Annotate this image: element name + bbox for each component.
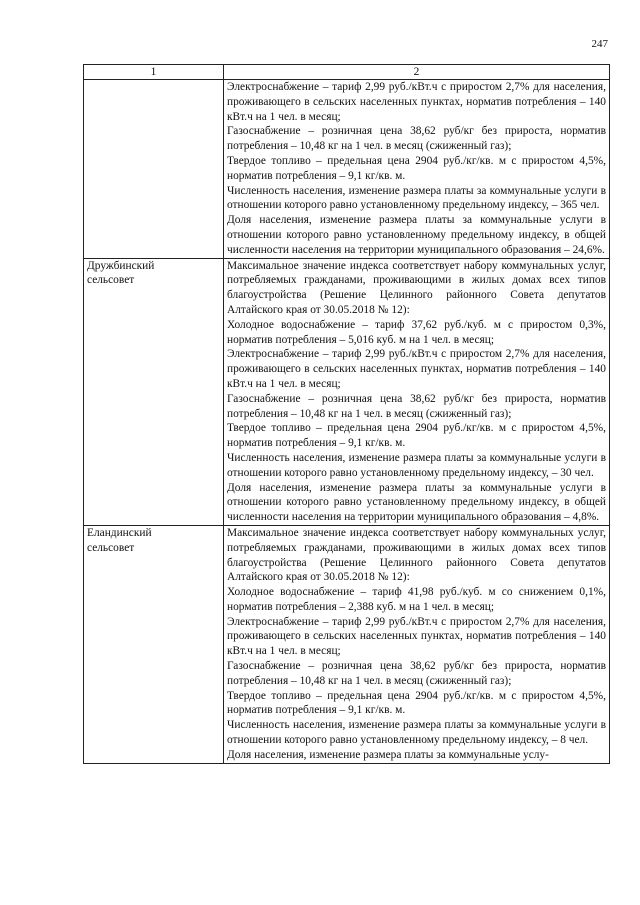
table-row <box>84 525 610 763</box>
paragraph: Доля населения, изменение размера платы за коммунальные услуги в отношении которого равно установленному предельному индексу, в общей численности населения на территории муниципального образования – 24,6%. <box>227 214 606 256</box>
column-header: 2 <box>224 65 610 80</box>
municipality-name <box>84 80 224 259</box>
municipality-name: Дружбинский сельсовет <box>84 258 224 525</box>
paragraph: Холодное водоснабжение – тариф 37,62 руб./куб. м с приростом 0,3%, норматив потребления – 5,016 куб. м на 1 чел. в месяц; <box>227 318 606 346</box>
paragraph: Доля населения, изменение размера платы за коммунальные услу- <box>227 748 549 761</box>
paragraph: Электроснабжение – тариф 2,99 руб./кВт.ч с приростом 2,7% для населения, проживающего в сельских населенных пунктах, норматив потребления – 140 кВт.ч на 1 чел. в месяц; <box>227 81 606 123</box>
table-row <box>84 258 610 525</box>
page-number: 247 <box>591 38 608 50</box>
description-cell <box>224 258 610 525</box>
paragraph: Холодное водоснабжение – тариф 41,98 руб./куб. м со снижением 0,1%, норматив потребления – 2,388 куб. м на 1 чел. в месяц; <box>227 586 606 613</box>
paragraph: Газоснабжение – розничная цена 38,62 руб/кг без прироста, норматив потребления – 10,48 кг на 1 чел. в месяц (сжиженный газ); <box>227 660 606 687</box>
paragraph: Газоснабжение – розничная цена 38,62 руб/кг без прироста, норматив потребления – 10,48 кг на 1 чел. в месяц (сжиженный газ); <box>227 392 606 420</box>
description-cell <box>224 525 610 763</box>
paragraph: Максимальное значение индекса соответствует набору коммунальных услуг, потребляемых гражданами, проживающими в жилых домах всех типов благоустройства (Решение Целинного районного Совета депутатов Алтайского края от 30.05.2018 № 12): <box>227 259 606 316</box>
paragraph: Твердое топливо – предельная цена 2904 руб./кг/кв. м с приростом 4,5%, норматив потребления – 9,1 кг/кв. м. <box>227 689 606 717</box>
paragraph: Электроснабжение – тариф 2,99 руб./кВт.ч с приростом 2,7% для населения, проживающего в сельских населенных пунктах, норматив потребления – 140 кВт.ч на 1 чел. в месяц; <box>227 348 606 390</box>
paragraph: Численность населения, изменение размера платы за коммунальные услуги в отношении которого равно установленному предельному индексу, – 30 чел. <box>227 451 606 479</box>
paragraph: Доля населения, изменение размера платы за коммунальные услуги в отношении которого равно установленному предельному индексу, в общей численности населения на территории муниципального образования – 4,8%. <box>227 481 606 524</box>
description-cell <box>224 80 610 259</box>
column-header: 1 <box>84 65 224 80</box>
paragraph: Электроснабжение – тариф 2,99 руб./кВт.ч с приростом 2,7% для населения, проживающего в сельских населенных пунктах, норматив потребления – 140 кВт.ч на 1 чел. в месяц; <box>227 615 606 658</box>
paragraph: Твердое топливо – предельная цена 2904 руб./кг/кв. м с приростом 4,5%, норматив потребления – 9,1 кг/кв. м. <box>227 422 606 450</box>
table-row <box>84 80 610 259</box>
document-table <box>83 64 610 764</box>
table-header-row <box>84 65 610 80</box>
paragraph: Максимальное значение индекса соответствует набору коммунальных услуг, потребляемых гражданами, проживающими в жилых домах всех типов благоустройства (Решение Целинного районного Совета депутатов Алтайского края от 30.05.2018 № 12): <box>227 526 606 584</box>
paragraph: Численность населения, изменение размера платы за коммунальные услуги в отношении которого равно установленному предельному индексу, – 365 чел. <box>227 184 606 212</box>
paragraph: Газоснабжение – розничная цена 38,62 руб/кг без прироста, норматив потребления – 10,48 кг на 1 чел. в месяц (сжиженный газ); <box>227 125 606 153</box>
paragraph: Твердое топливо – предельная цена 2904 руб./кг/кв. м с приростом 4,5%, норматив потребления – 9,1 кг/кв. м. <box>227 154 606 182</box>
paragraph: Численность населения, изменение размера платы за коммунальные услуги в отношении которого равно установленному предельному индексу, – 8 чел. <box>227 719 606 747</box>
municipality-name: Еландинский сельсовет <box>84 525 224 763</box>
